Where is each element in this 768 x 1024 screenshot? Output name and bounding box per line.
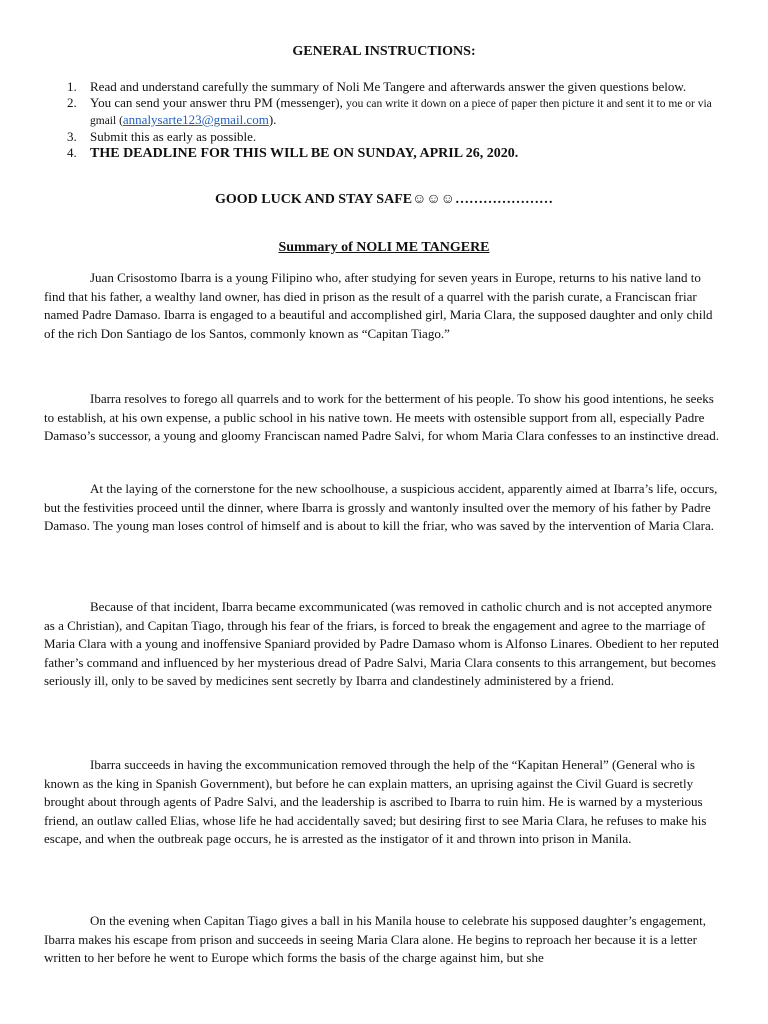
instruction-text: Read and understand carefully the summary of Noli Me Tangere and afterwards answer the given questions below. <box>90 79 687 94</box>
instruction-item-1 <box>40 79 730 95</box>
summary-paragraph: Ibarra succeeds in having the excommunication removed through the help of the “Kapitan Heneral” (General who is known as the king in Spanish Government), but before he can explain matters, an uprising against the Civil Guard is secretly brought about through agents of Padre Salvi, and the leadership is ascribed to Ibarra to ruin him. He is warned by a mysterious friend, an outlaw called Elias, whose life he had accidentally saved; but desiring first to see Maria Clara, he refuses to make his escape, and when the outbreak page occurs, he is arrested as the instigator of it and thrown into prison in Manila. <box>44 757 707 847</box>
summary-paragraph: Because of that incident, Ibarra became excommunicated (was removed in catholic church and is not accepted anymore as a Christian), and Capitan Tiago, through his fear of the friars, is forced to break the engagement and agree to the marriage of Maria Clara with a young and inoffensive Spaniard provided by Padre Damaso whom is Alfonso Linares. Obedient to her reputed father’s command and influenced by her mysterious dread of Padre Salvi, Maria Clara consents to this arrangement, but becomes seriously ill, only to be saved by medicines sent secretly by Ibarra and clandestinely administered by a friend. <box>44 599 719 689</box>
summary-paragraph: At the laying of the cornerstone for the new schoolhouse, a suspicious accident, apparently aimed at Ibarra’s life, occurs, but the festivities proceed until the dinner, where Ibarra is grossly and wantonly insulted over the memory of his father by Padre Damaso. The young man loses control of himself and is about to kill the friar, who was saved by the intervention of Maria Clara. <box>44 481 718 534</box>
summary-paragraph: Juan Crisostomo Ibarra is a young Filipino who, after studying for seven years in Europe, returns to his native land to find that his father, a wealthy land owner, has died in prison as the result of a quarrel with the parish curate, a Franciscan friar named Padre Damaso. Ibarra is engaged to a beautiful and accomplished girl, Maria Clara, the supposed daughter and only child of the rich Don Santiago de los Santos, commonly known as “Capitan Tiago.” <box>44 270 713 341</box>
instruction-number: 4. <box>67 145 77 160</box>
instruction-text: You can send your answer thru PM (messenger), <box>90 95 347 110</box>
page-title: GENERAL INSTRUCTIONS: <box>292 44 476 59</box>
summary-paragraph: Ibarra resolves to forego all quarrels and to work for the betterment of his people. To show his good intentions, he seeks to establish, at his own expense, a public school in his native town. He meets with ostensible support from all, especially Padre Damaso’s successor, a young and gloomy Franciscan named Padre Salvi, for whom Maria Clara confesses to an instinctive dread. <box>44 391 719 444</box>
instruction-item-3 <box>40 129 730 145</box>
instruction-number: 1. <box>67 79 77 94</box>
instruction-text-end: ). <box>268 112 277 127</box>
summary-paragraph: On the evening when Capitan Tiago gives a ball in his Manila house to celebrate his supposed daughter’s engagement, Ibarra makes his escape from prison and succeeds in seeing Maria Clara alone. He begins to reproach her because it is a letter written to her before he went to Europe which forms the basis of the charge against him, but she <box>44 913 707 966</box>
good-luck-line: GOOD LUCK AND STAY SAFE☺☺☺………………… <box>215 192 553 207</box>
email-link[interactable]: annalysarte123@gmail.com <box>122 112 269 127</box>
instruction-text: Submit this as early as possible. <box>90 129 257 144</box>
instruction-item-4 <box>40 145 730 162</box>
instruction-item-2 <box>40 95 730 129</box>
deadline-text: THE DEADLINE FOR THIS WILL BE ON SUNDAY, APRIL 26, 2020. <box>90 146 519 161</box>
instructions-list <box>40 79 730 162</box>
summary-title: Summary of NOLI ME TANGERE <box>278 240 490 255</box>
instruction-text-small: you can write it down on a piece of paper then picture it and sent it to me or via gmail ( <box>90 98 712 127</box>
instruction-number: 3. <box>67 129 77 144</box>
instruction-number: 2. <box>67 95 77 110</box>
